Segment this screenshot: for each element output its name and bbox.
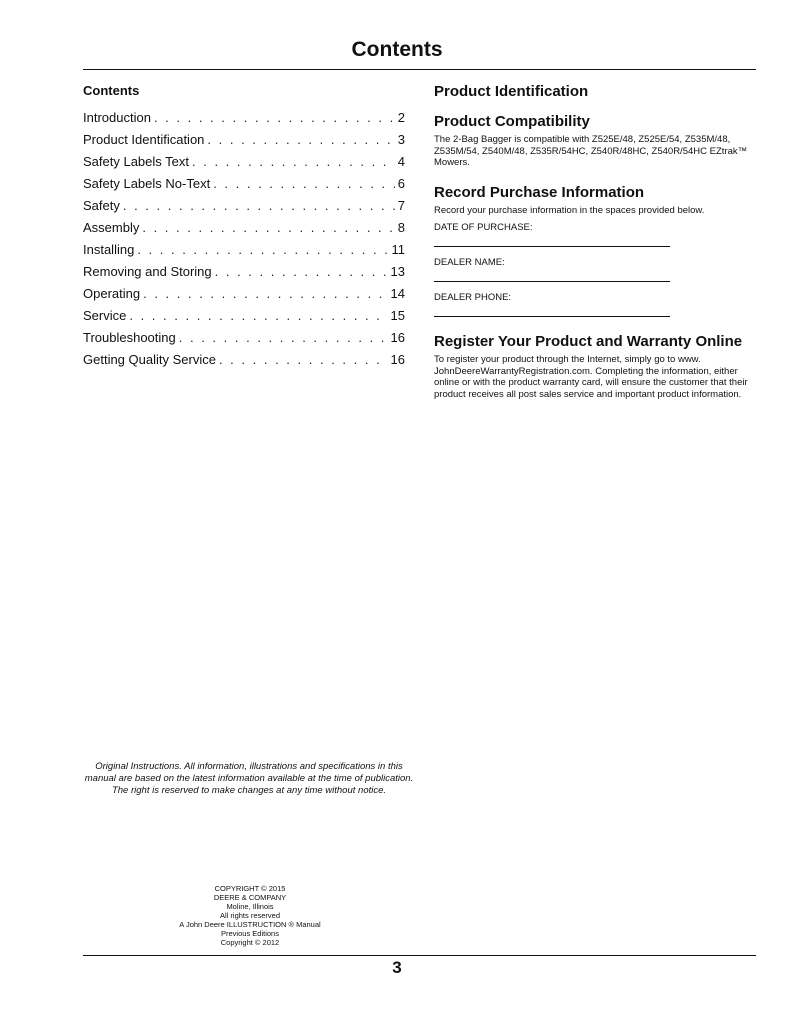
- toc-leader-dots: [179, 327, 388, 349]
- toc-entry: [83, 349, 405, 371]
- original-instructions-text: Original Instructions. All information, illustrations and specifications in this manual are based on the latest information available at the time of publication.: [84, 761, 414, 784]
- toc-entry-label: Product Identification: [83, 132, 205, 147]
- toc-leader-dots: [137, 239, 388, 261]
- dealer-name-line: [434, 281, 670, 282]
- toc-list: [83, 107, 405, 371]
- page-number: 3: [392, 958, 402, 977]
- toc-entry-page: 7: [397, 198, 405, 213]
- toc-leader-dots: [219, 349, 388, 371]
- register-text: To register your product through the Internet, simply go to www. JohnDeereWarrantyRegistration.com. Completing the information, either online or with the product warranty card, will ensure the customer that their product receives all post sales service and important product information.: [434, 354, 748, 400]
- date-of-purchase-line: [434, 246, 670, 247]
- product-identification-heading: Product Identification: [434, 83, 589, 100]
- toc-entry: [83, 261, 405, 283]
- toc-entry: [83, 129, 405, 151]
- copyright-line: COPYRIGHT © 2015: [214, 884, 286, 893]
- table-of-contents: [83, 83, 405, 371]
- toc-entry: [83, 217, 405, 239]
- toc-entry-page: 3: [397, 132, 405, 147]
- date-of-purchase-label: DATE OF PURCHASE:: [434, 222, 533, 233]
- toc-entry-label: Safety: [83, 198, 120, 213]
- manual-line: A John Deere ILLUSTRUCTION ® Manual: [179, 920, 321, 929]
- toc-entry-label: Safety Labels Text: [83, 154, 189, 169]
- product-compatibility-text: The 2-Bag Bagger is compatible with Z525E/48, Z525E/54, Z535M/48, Z535M/54, Z540M/48, Z535R/54HC, Z540R/48HC, Z540R/54HC EZtrak™ Mowers.: [434, 134, 748, 168]
- previous-copyright-line: Copyright © 2012: [220, 938, 280, 947]
- top-divider: [83, 69, 756, 70]
- toc-entry: [83, 173, 405, 195]
- dealer-phone-line: [434, 316, 670, 317]
- bottom-divider: [83, 955, 756, 956]
- toc-leader-dots: [142, 217, 394, 239]
- toc-entry-page: 8: [397, 220, 405, 235]
- toc-entry: [83, 151, 405, 173]
- toc-entry-page: 14: [390, 286, 405, 301]
- company-line: DEERE & COMPANY: [213, 893, 287, 902]
- toc-entry-label: Introduction: [83, 110, 151, 125]
- record-purchase-text: Record your purchase information in the spaces provided below.: [434, 204, 705, 216]
- toc-entry: [83, 305, 405, 327]
- toc-leader-dots: [143, 283, 387, 305]
- toc-entry-label: Getting Quality Service: [83, 352, 216, 367]
- toc-entry-page: 6: [397, 176, 405, 191]
- toc-entry-label: Operating: [83, 286, 141, 301]
- toc-entry-label: Assembly: [83, 220, 140, 235]
- previous-editions-line: Previous Editions: [221, 929, 279, 938]
- toc-entry-label: Safety Labels No-Text: [83, 176, 211, 191]
- toc-entry-page: 15: [390, 308, 405, 323]
- toc-leader-dots: [154, 107, 395, 129]
- toc-entry-page: 4: [397, 154, 405, 169]
- toc-entry-page: 11: [391, 242, 405, 257]
- toc-leader-dots: [129, 305, 387, 327]
- toc-leader-dots: [192, 151, 395, 173]
- right-column: [434, 82, 758, 400]
- toc-leader-dots: [123, 195, 395, 217]
- copyright-block: [150, 884, 350, 947]
- toc-entry-label: Service: [83, 308, 127, 323]
- toc-entry: [83, 283, 405, 305]
- rights-line: All rights reserved: [219, 911, 281, 920]
- toc-heading: Contents: [83, 83, 140, 98]
- toc-leader-dots: [215, 261, 388, 283]
- toc-leader-dots: [207, 129, 394, 151]
- original-instructions-note: [83, 761, 415, 797]
- toc-entry-page: 2: [397, 110, 405, 125]
- dealer-name-label: DEALER NAME:: [434, 257, 505, 268]
- register-heading: Register Your Product and Warranty Online: [434, 333, 743, 350]
- toc-entry-page: 16: [390, 330, 405, 345]
- toc-entry: [83, 107, 405, 129]
- toc-entry: [83, 327, 405, 349]
- toc-entry: [83, 239, 405, 261]
- toc-leader-dots: [213, 173, 395, 195]
- location-line: Moline, Illinois: [226, 902, 274, 911]
- dealer-phone-label: DEALER PHONE:: [434, 292, 512, 303]
- record-purchase-heading: Record Purchase Information: [434, 183, 645, 201]
- toc-entry-page: 16: [390, 352, 405, 367]
- rights-reserved-text: The right is reserved to make changes at any time without notice.: [111, 785, 387, 796]
- toc-entry: [83, 195, 405, 217]
- toc-entry-label: Removing and Storing: [83, 264, 212, 279]
- toc-entry-label: Installing: [83, 242, 135, 257]
- toc-entry-label: Troubleshooting: [83, 330, 176, 345]
- toc-entry-page: 13: [390, 264, 405, 279]
- page-title: Contents: [351, 38, 443, 61]
- product-compatibility-heading: Product Compatibility: [434, 113, 590, 130]
